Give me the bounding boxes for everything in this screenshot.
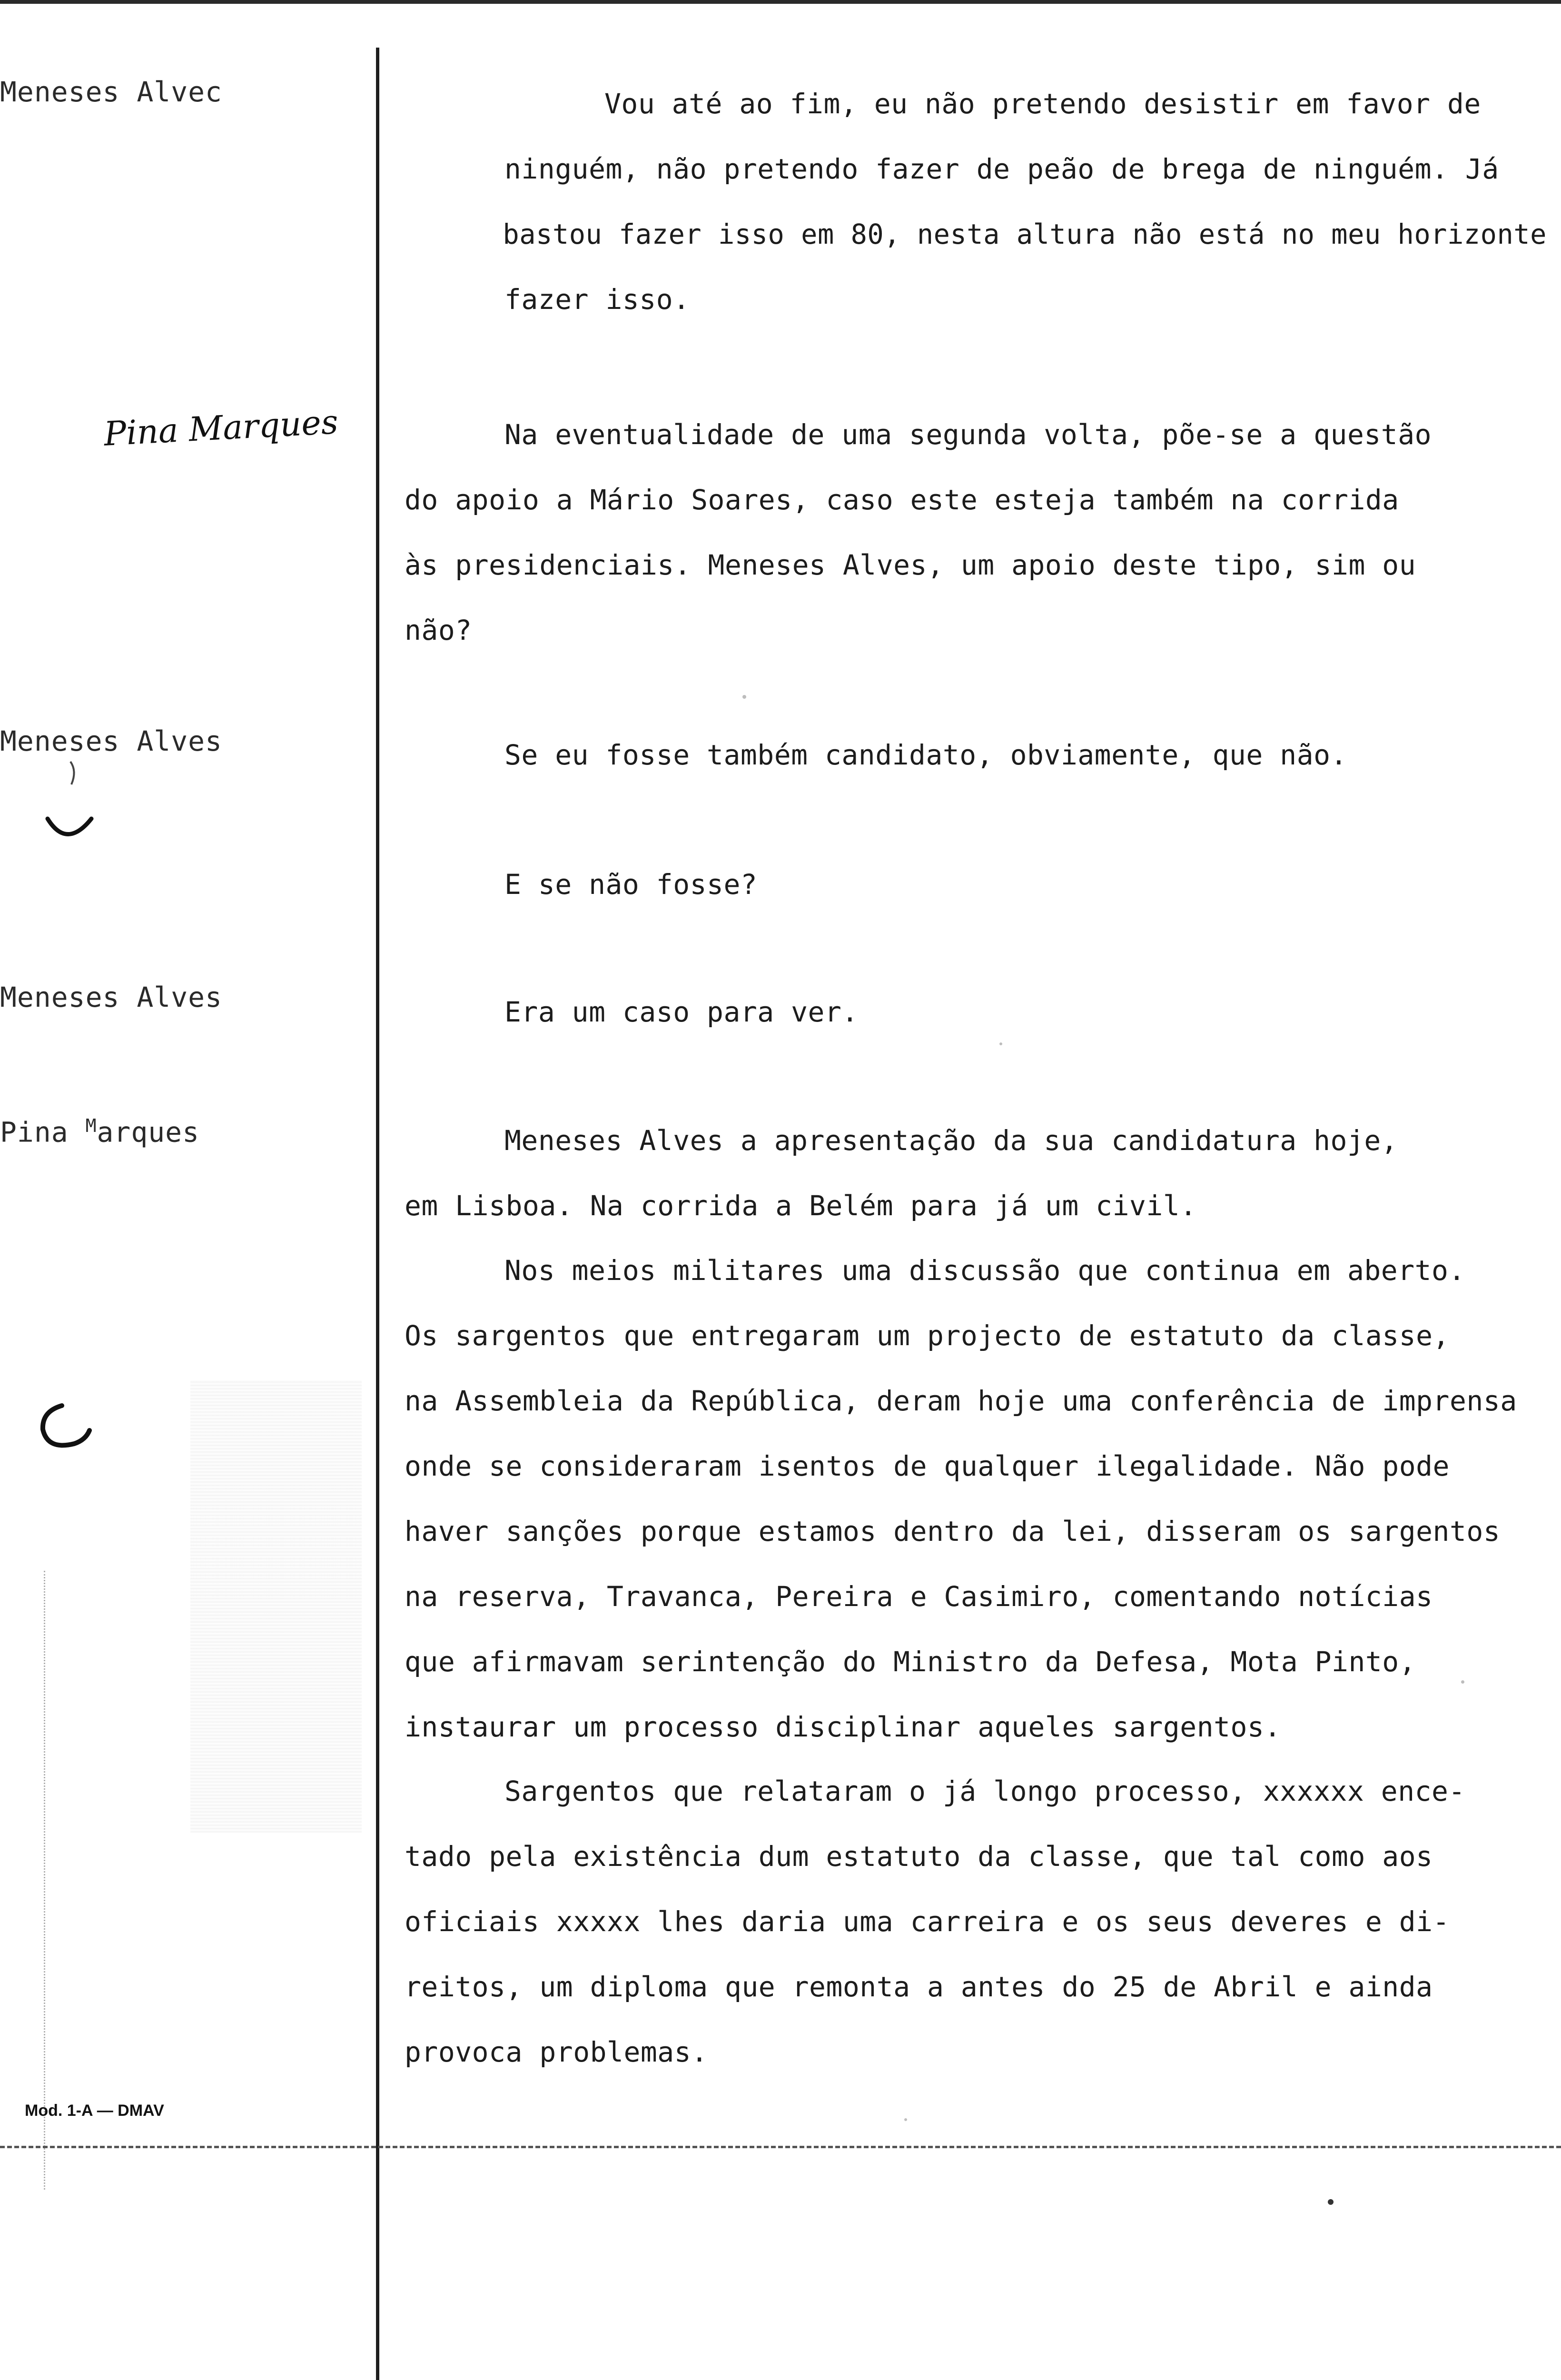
speaker-column-divider (376, 48, 379, 2380)
scan-speck (999, 1042, 1002, 1045)
pencil-loop-mark (33, 1397, 100, 1459)
paragraph-7 (405, 1238, 1547, 1760)
paragraph-7-line-1: Nos meios militares uma discussão que continua em aberto. (504, 1254, 1465, 1287)
paragraph-7-line-5: haver sanções porque estamos dentro da lei, disseram os sargentos (405, 1515, 1501, 1547)
paragraph-5 (405, 980, 1547, 1045)
paragraph-5-line-1: Era um caso para ver. (504, 996, 859, 1028)
scan-speck (904, 2118, 907, 2121)
paragraph-2-line-4: não? (405, 614, 472, 646)
speaker-label-4-first: Pina (0, 1116, 86, 1149)
paragraph-8-line-1: Sargentos que relataram o já longo processo, xxxxxx ence- (504, 1775, 1465, 1807)
paragraph-7-line-8: instaurar um processo disciplinar aqueles sargentos. (405, 1711, 1281, 1743)
paragraph-6-line-1: Meneses Alves a apresentação da sua candidatura hoje, (504, 1124, 1398, 1157)
speaker-label-4-rest: arques (97, 1116, 200, 1149)
speaker-label-2: Meneses Alves (0, 725, 222, 757)
paragraph-2-line-1: Na eventualidade de uma segunda volta, põe-se a questão (504, 418, 1432, 451)
footer-dashed-rule (0, 2146, 1561, 2148)
scan-smudge (190, 1380, 362, 1833)
paragraph-2 (405, 402, 1547, 663)
paragraph-6-line-2: em Lisboa. Na corrida a Belém para já um civil. (405, 1190, 1197, 1222)
handwritten-speaker-annotation: Pina Marques (103, 402, 339, 454)
paragraph-3-line-1: Se eu fosse também candidato, obviamente, que não. (504, 739, 1347, 771)
paragraph-4-line-1: E se não fosse? (504, 868, 758, 901)
paragraph-8-line-3: oficiais xxxxx lhes daria uma carreira e os seus deveres e di- (405, 1905, 1450, 1938)
paragraph-7-line-7: que afirmavam serintenção do Ministro da Defesa, Mota Pinto, (405, 1646, 1416, 1678)
paragraph-7-line-2: Os sargentos que entregaram um projecto de estatuto da classe, (405, 1319, 1450, 1352)
paragraph-8-line-5: provoca problemas. (405, 2036, 708, 2068)
paragraph-8-line-2: tado pela existência dum estatuto da classe, que tal como aos (405, 1840, 1433, 1873)
scan-speck (1461, 1680, 1464, 1684)
scan-speck (742, 695, 746, 699)
scan-edge-dots (44, 1571, 47, 2190)
form-code-label: Mod. 1-A — DMAV (25, 2102, 164, 2120)
paragraph-1-line-3: bastou fazer isso em 80, nesta altura não está no meu horizonte (503, 218, 1547, 250)
paragraph-2-line-3: às presidenciais. Meneses Alves, um apoio deste tipo, sim ou (405, 549, 1416, 581)
paragraph-1-line-1: Vou até ao fim, eu não pretendo desistir em favor de (604, 88, 1481, 120)
speaker-label-4-initial: M (85, 1115, 97, 1136)
speaker-label-1: Meneses Alvec (0, 76, 222, 108)
paragraph-8 (405, 1759, 1547, 2085)
paragraph-1-line-4: fazer isso. (504, 283, 690, 316)
paragraph-4 (405, 852, 1547, 917)
paragraph-6 (405, 1108, 1547, 1239)
pencil-arc-mark (38, 757, 105, 847)
paragraph-1-line-2: ninguém, não pretendo fazer de peão de brega de ninguém. Já (504, 153, 1499, 185)
paragraph-7-line-6: na reserva, Travanca, Pereira e Casimiro, comentando notícias (405, 1580, 1433, 1613)
speaker-label-3: Meneses Alves (0, 981, 222, 1013)
speaker-label-4 (0, 1109, 199, 1149)
paragraph-8-line-4: reitos, um diploma que remonta a antes do 25 de Abril e ainda (405, 1971, 1433, 2003)
paragraph-1 (405, 71, 1547, 332)
paragraph-3 (405, 723, 1547, 788)
scan-speck (1328, 2199, 1334, 2205)
paragraph-2-line-2: do apoio a Mário Soares, caso este esteja também na corrida (405, 484, 1399, 516)
paragraph-7-line-3: na Assembleia da República, deram hoje uma conferência de imprensa (405, 1385, 1517, 1417)
paragraph-7-line-4: onde se consideraram isentos de qualquer ilegalidade. Não pode (405, 1450, 1450, 1482)
